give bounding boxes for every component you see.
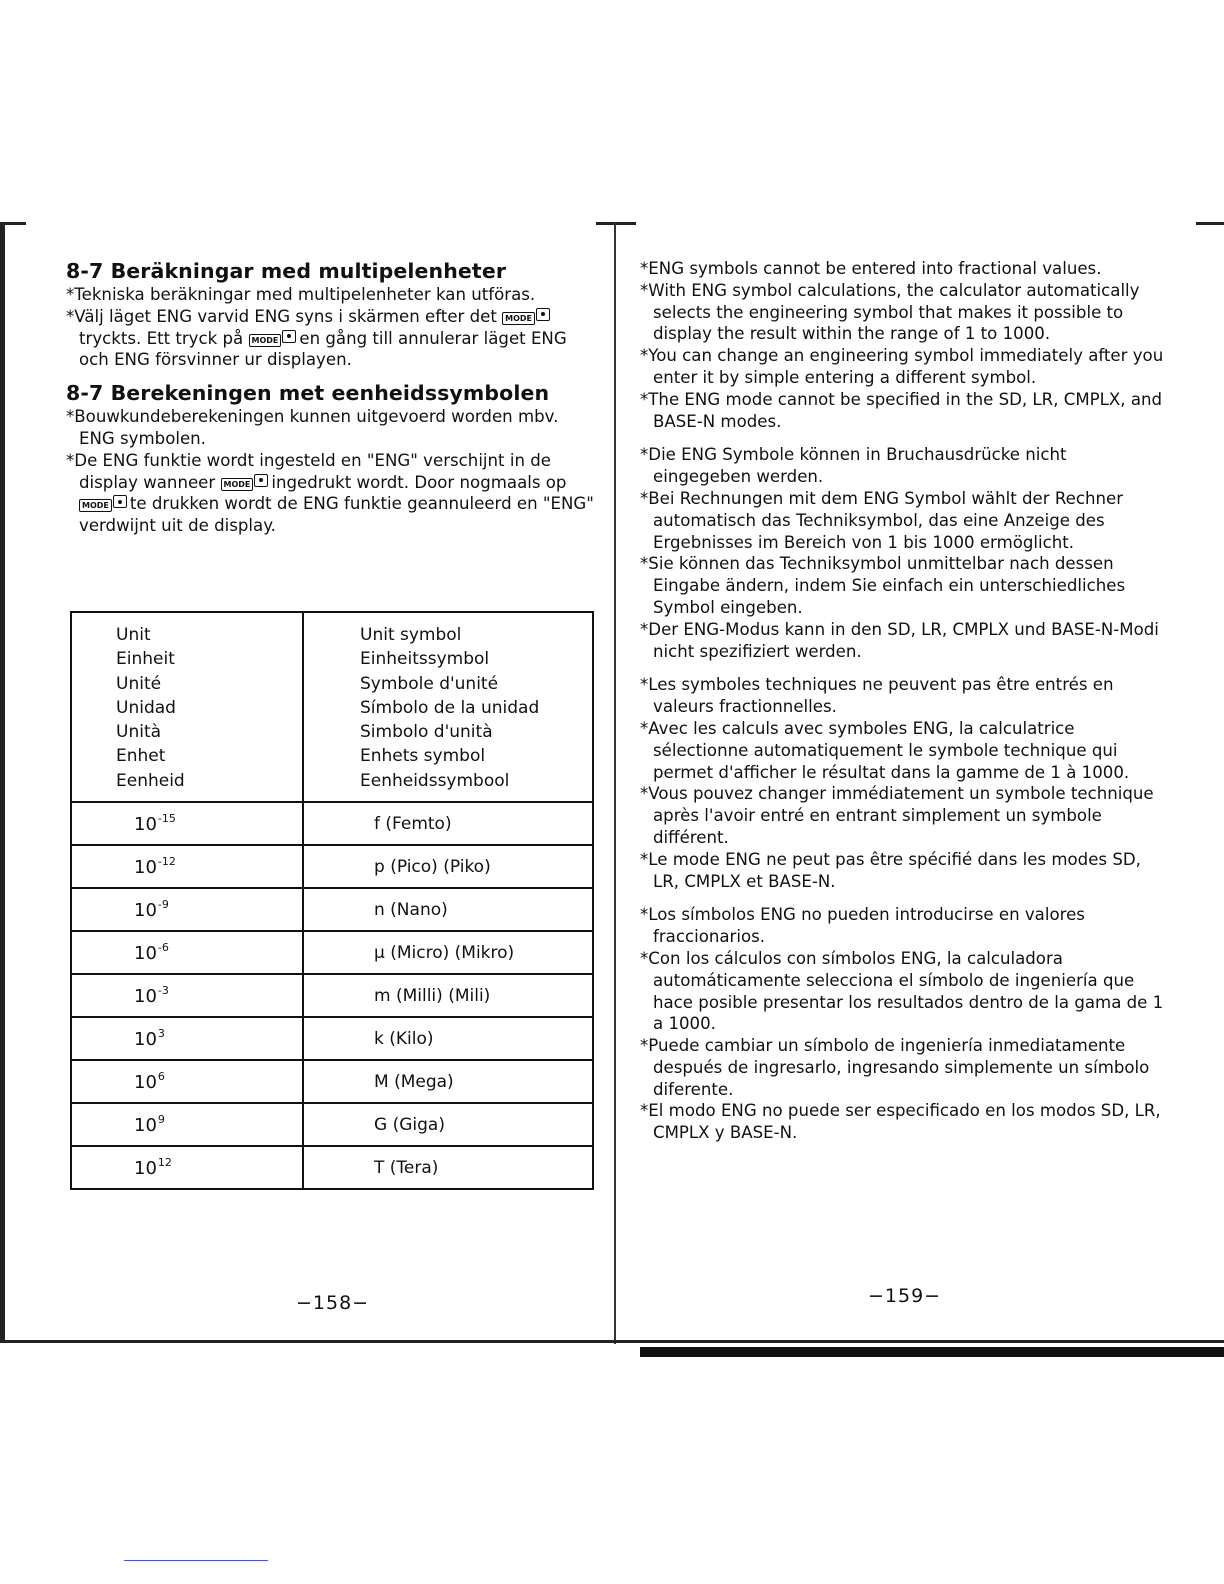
es-bullet-1: *Los símbolos ENG no pueden introducirse en valores fraccionarios. — [640, 905, 1085, 947]
symbol-cell: T (Tera) — [303, 1146, 593, 1189]
table-row — [71, 845, 593, 888]
mode-key-icon: MODE — [502, 312, 535, 325]
nl-p2-text-a: *De ENG funktie wordt ingesteld en "ENG" verschijnt in de display wanneer — [66, 450, 551, 492]
symbol-cell: p (Pico) (Piko) — [303, 845, 593, 888]
page-number-left: −158− — [296, 1292, 370, 1314]
gutter-cap — [596, 222, 636, 225]
symbol-cell: G (Giga) — [303, 1103, 593, 1146]
header-symbol-fr: Symbole d'unité — [360, 673, 499, 694]
mode-key-icon: MODE — [79, 499, 112, 512]
header-unit-nl: Eenheid — [116, 770, 185, 791]
es-bullet-2: *Con los cálculos con símbolos ENG, la calculadora automáticamente selecciona el símbolo de ingeniería que hace posible presentar los resultados dentro de la gama de 1 a 1000. — [640, 948, 1164, 1034]
power-cell: $10^{-15}$ — [71, 802, 303, 845]
header-symbol-cell — [303, 612, 593, 802]
dot-key-icon — [113, 495, 127, 508]
header-unit-de: Einheit — [116, 649, 175, 670]
right-page — [640, 258, 1166, 1144]
table-header-row — [71, 612, 593, 802]
left-page — [66, 258, 596, 537]
es-bullet-3: *Puede cambiar un símbolo de ingeniería inmediatamente después de ingresarlo, ingresando simplemente un símbolo diferente. — [640, 1036, 1150, 1099]
header-symbol-de: Einheitssymbol — [360, 649, 490, 670]
sv-p2-text-b: tryckts. Ett tryck på — [79, 328, 244, 348]
fr-bullet-3: *Vous pouvez changer immédiatement un symbole technique après l'avoir entré en entrant simplement un symbole différent. — [640, 784, 1154, 847]
header-symbol-sv: Enhets symbol — [360, 746, 486, 767]
power-cell: $10^{12}$ — [71, 1146, 303, 1189]
de-bullet-2: *Bei Rechnungen mit dem ENG Symbol wählt der Rechner automatisch das Techniksymbol, das eine Anzeige des Ergebnisses im Bereich von 1 bis 1000 ermöglicht. — [640, 488, 1124, 552]
de-bullet-4: *Der ENG-Modus kann in den SD, LR, CMPLX und BASE-N-Modi nicht spezifiziert werden. — [640, 619, 1159, 661]
heading-swedish: 8-7 Beräkningar med multipelenheter — [66, 259, 507, 283]
header-symbol-nl: Eenheidssymbool — [360, 770, 510, 791]
heading-dutch: 8-7 Berekeningen met eenheidssymbolen — [66, 381, 550, 406]
dot-key-icon — [254, 474, 268, 487]
mode-key-icon: MODE — [249, 334, 282, 347]
header-unit-cell — [71, 612, 303, 802]
fr-bullet-2: *Avec les calculs avec symboles ENG, la calculatrice sélectionne automatiquement le symbole technique qui permet d'afficher le résultat dans la gamme de 1 à 1000. — [640, 718, 1130, 782]
power-cell: $10^3$ — [71, 1017, 303, 1060]
table-row — [71, 1146, 593, 1189]
symbol-cell: k (Kilo) — [303, 1017, 593, 1060]
nl-p2-text-c: te drukken wordt de ENG funktie geannuleerd en "ENG" verdwijnt uit de display. — [79, 494, 594, 536]
de-bullet-1: *Die ENG Symbole können in Bruchausdrücke nicht eingegeben werden. — [640, 445, 1067, 487]
en-bullet-1: *ENG symbols cannot be entered into fractional values. — [640, 259, 1102, 278]
en-bullet-4: *The ENG mode cannot be specified in the SD, LR, CMPLX, and BASE-N modes. — [640, 389, 1163, 431]
nl-paragraph-2 — [66, 450, 596, 537]
table-row — [71, 802, 593, 845]
de-bullet-3: *Sie können das Techniksymbol unmittelbar nach dessen Eingabe ändern, indem Sie einfach ein unterschiedliches Symbol eingeben. — [640, 554, 1126, 617]
power-cell: $10^{-9}$ — [71, 888, 303, 931]
en-bullet-2: *With ENG symbol calculations, the calculator automatically selects the engineering symbol that makes it possible to display the result within the range of 1 to 1000. — [640, 280, 1140, 344]
fr-bullet-1: *Les symboles techniques ne peuvent pas être entrés en valeurs fractionnelles. — [640, 675, 1114, 717]
symbol-cell: µ (Micro) (Mikro) — [303, 931, 593, 974]
page-number-right: −159− — [868, 1285, 942, 1307]
table-row — [71, 1103, 593, 1146]
header-symbol-en: Unit symbol — [360, 625, 462, 645]
header-unit-sv: Enhet — [116, 746, 166, 767]
es-bullet-4: *El modo ENG no puede ser especificado en los modos SD, LR, CMPLX y BASE-N. — [640, 1101, 1161, 1143]
sv-p2-text-c: en gång till annulerar läget ENG och ENG försvinner ur displayen. — [79, 328, 567, 370]
en-bullet-3: *You can change an engineering symbol immediately after you enter it by simple entering a different symbol. — [640, 346, 1164, 387]
power-cell: $10^9$ — [71, 1103, 303, 1146]
table-row — [71, 931, 593, 974]
page-bottom-shadow — [640, 1347, 1224, 1357]
table-row — [71, 1060, 593, 1103]
fr-bullet-4: *Le mode ENG ne peut pas être spécifié dans les modes SD, LR, CMPLX et BASE-N. — [640, 849, 1141, 891]
french-block — [640, 674, 1166, 892]
sv-paragraph-1: *Tekniska beräkningar med multipelenheter kan utföras. — [66, 285, 536, 304]
header-symbol-it: Simbolo d'unità — [360, 722, 493, 743]
nl-paragraph-1: *Bouwkundeberekeningen kunnen uitgevoerd worden mbv. ENG symbolen. — [66, 407, 559, 448]
header-unit-es: Unidad — [116, 697, 176, 718]
symbol-cell: n (Nano) — [303, 888, 593, 931]
header-unit-en: Unit — [116, 625, 151, 645]
scan-tick-right — [1196, 222, 1224, 225]
spanish-block — [640, 904, 1166, 1144]
scan-tick-left — [0, 222, 26, 225]
scan-edge-left — [0, 222, 5, 1340]
dot-key-icon — [536, 308, 550, 321]
page-bottom-edge — [0, 1340, 1224, 1343]
footer-rule — [124, 1560, 268, 1561]
power-cell: $10^{-6}$ — [71, 931, 303, 974]
nl-p2-text-b: ingedrukt wordt. Door nogmaals op — [271, 472, 567, 492]
table-row — [71, 974, 593, 1017]
dot-key-icon — [282, 330, 296, 343]
german-block — [640, 444, 1166, 662]
power-cell: $10^{-12}$ — [71, 845, 303, 888]
symbol-cell: m (Milli) (Mili) — [303, 974, 593, 1017]
english-block — [640, 258, 1166, 432]
header-unit-it: Unità — [116, 722, 162, 743]
sv-paragraph-2 — [66, 306, 596, 371]
symbol-cell: f (Femto) — [303, 802, 593, 845]
header-unit-fr: Unité — [116, 673, 162, 694]
power-cell: $10^6$ — [71, 1060, 303, 1103]
unit-symbol-table — [70, 611, 594, 1190]
header-symbol-es: Símbolo de la unidad — [360, 697, 540, 718]
symbol-cell: M (Mega) — [303, 1060, 593, 1103]
mode-key-icon: MODE — [221, 478, 254, 491]
table-row — [71, 888, 593, 931]
table-row — [71, 1017, 593, 1060]
sv-p2-text-a: *Välj läget ENG varvid ENG syns i skärmen efter det — [66, 306, 497, 326]
power-cell: $10^{-3}$ — [71, 974, 303, 1017]
book-gutter — [614, 222, 616, 1344]
